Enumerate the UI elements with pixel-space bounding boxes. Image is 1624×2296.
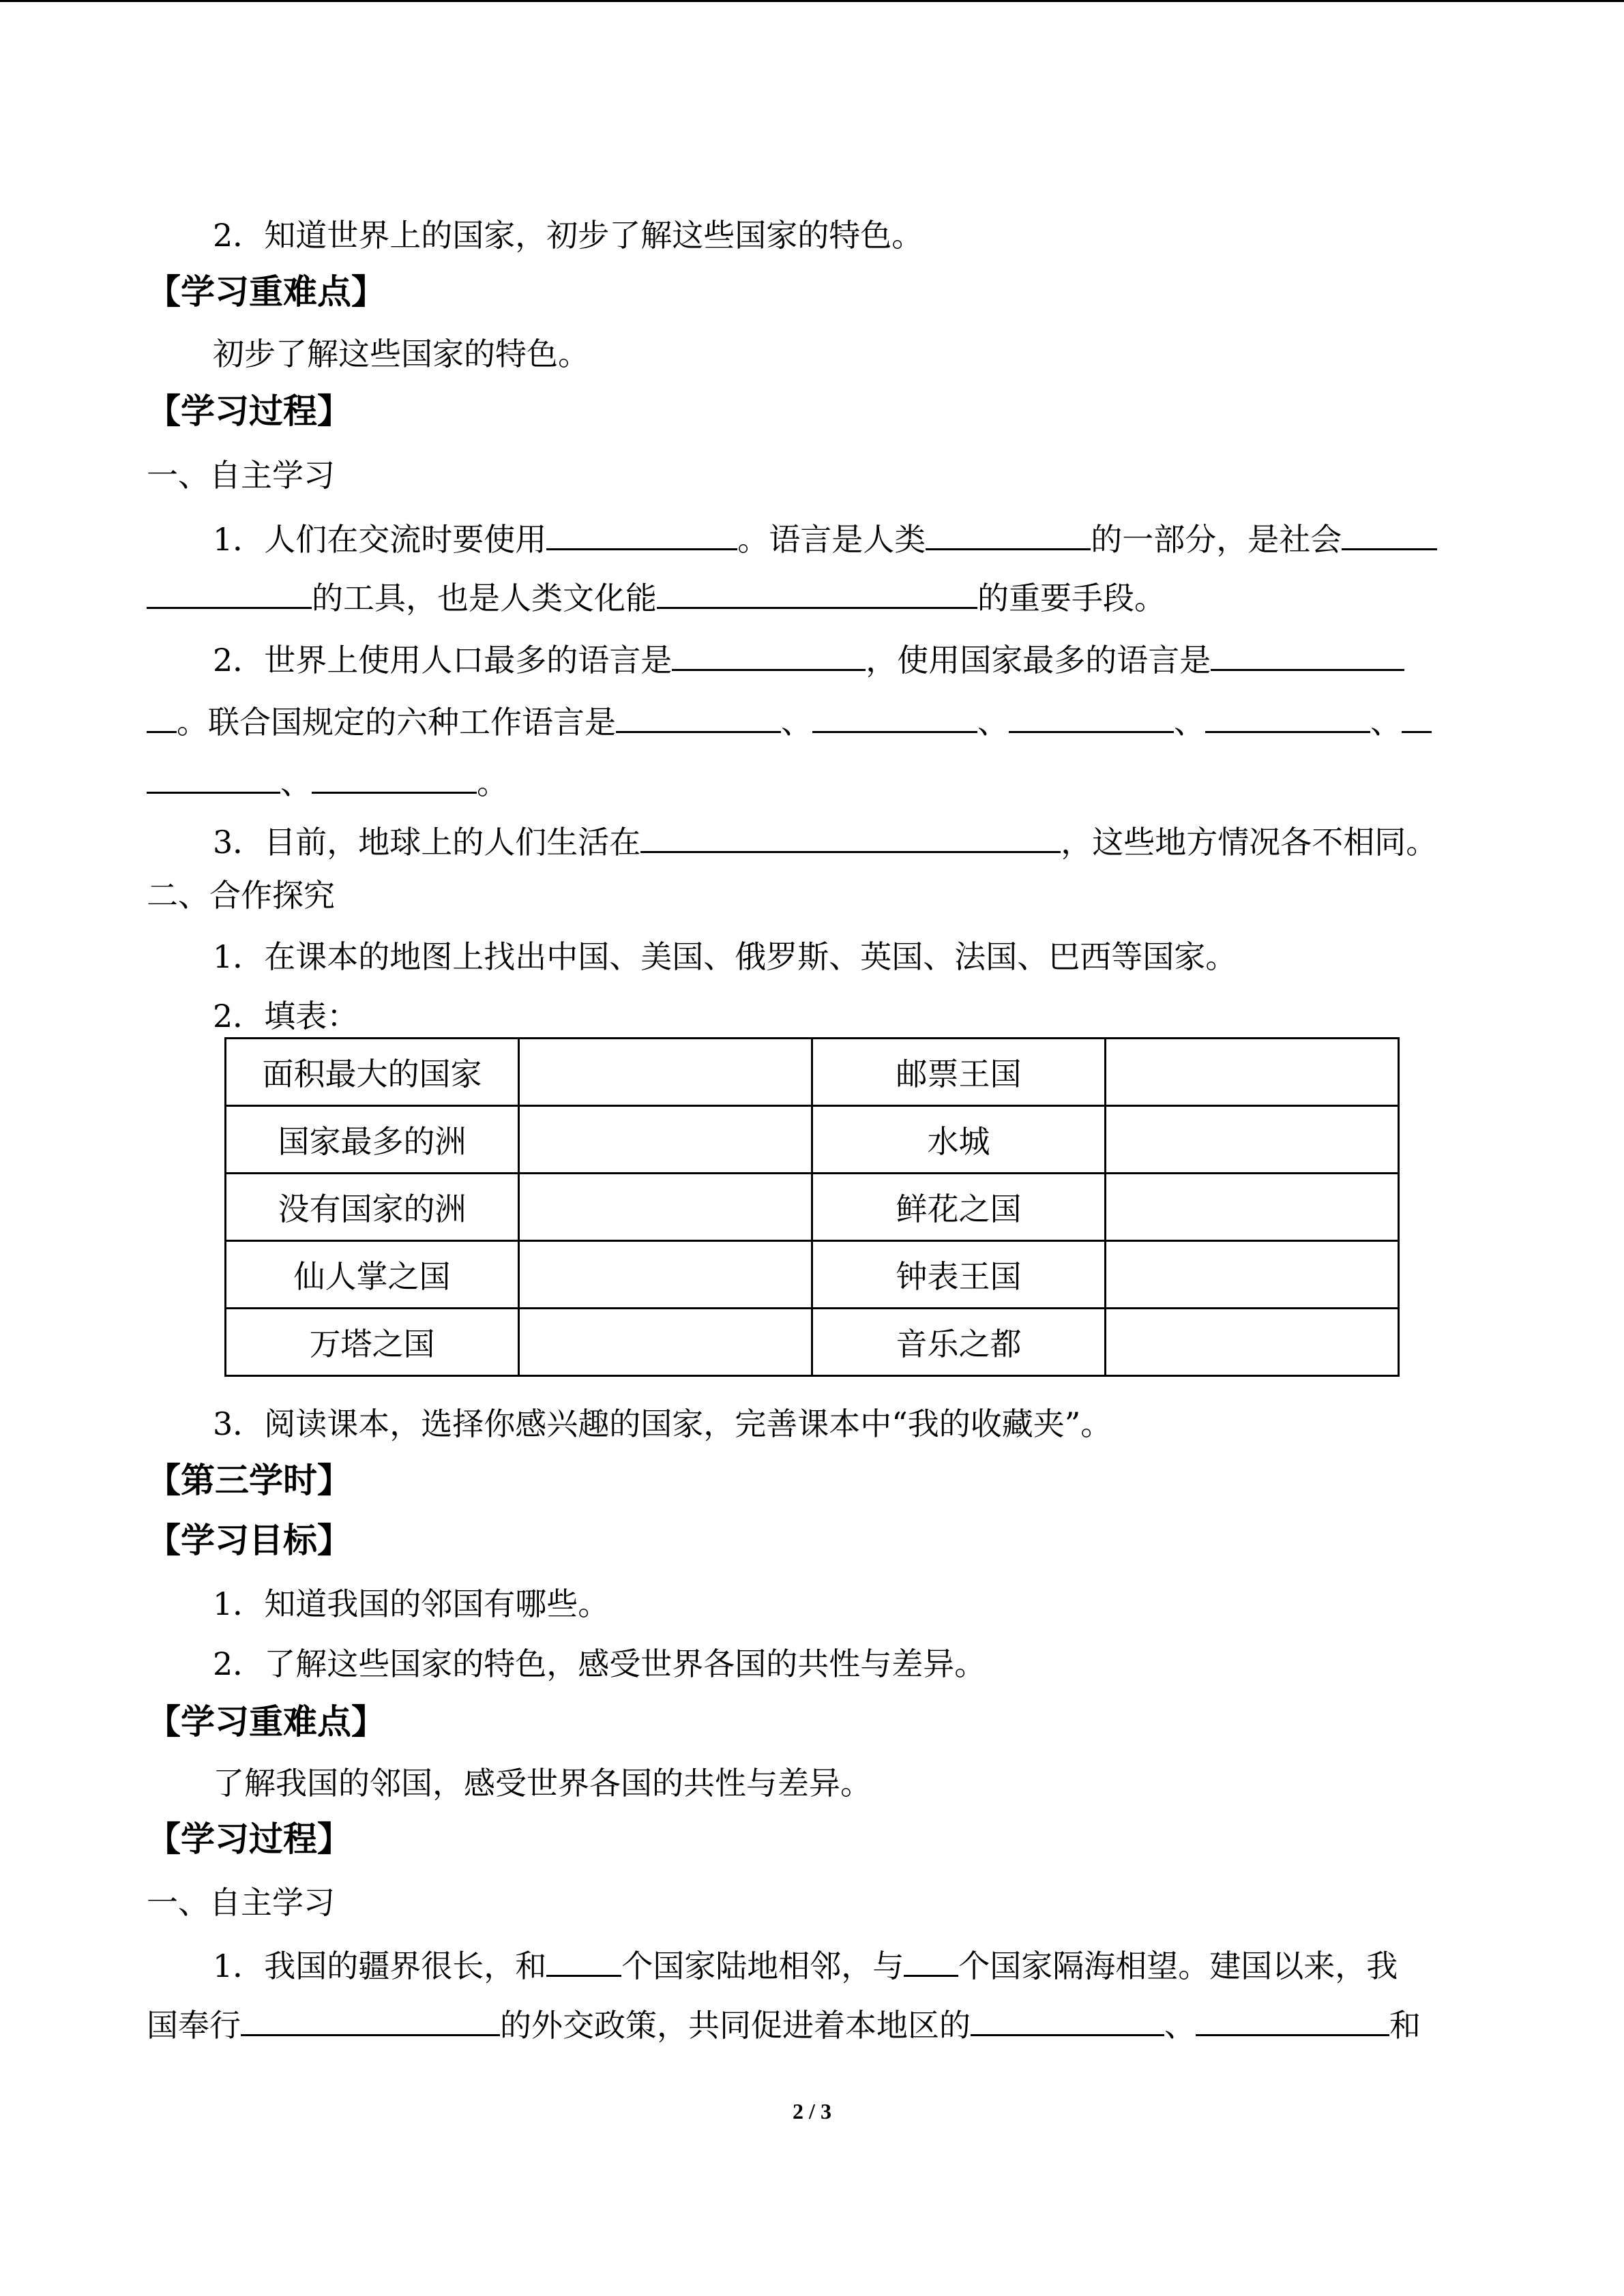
blank-13[interactable] — [640, 818, 1061, 853]
keypoint-text: 初步了解这些国家的特色。 — [213, 336, 589, 372]
blank-11-cont[interactable] — [147, 759, 280, 794]
table-row — [226, 1106, 1399, 1174]
blank-17[interactable] — [971, 2001, 1164, 2036]
question-1-line-1: 1．人们在交流时要使用 。语言是人类 的一部分，是社会 — [213, 516, 1437, 556]
process-heading-3: 【学习过程】 — [147, 1819, 351, 1859]
blank-4[interactable] — [657, 574, 977, 609]
blank-6-cont[interactable] — [147, 698, 177, 733]
table-answer-cell[interactable] — [519, 1106, 812, 1174]
goal-3-item-1: 1．知道我国的邻国有哪些。 — [213, 1585, 610, 1622]
blank-1[interactable] — [546, 516, 737, 550]
top-border-line — [0, 0, 1624, 2]
table-cell: 仙人掌之国 — [226, 1241, 519, 1309]
table-cell: 没有国家的洲 — [226, 1174, 519, 1241]
blank-2[interactable] — [926, 516, 1091, 550]
table-row — [226, 1309, 1399, 1376]
cooperation-heading: 二、合作探究 — [147, 877, 335, 914]
table-answer-cell[interactable] — [1106, 1309, 1399, 1376]
table-answer-cell[interactable] — [519, 1241, 812, 1309]
table-row — [226, 1241, 1399, 1309]
goal-heading: 【学习目标】 — [147, 1520, 351, 1560]
keypoint-heading-3: 【学习重难点】 — [147, 1701, 385, 1742]
goal-3-item-2: 2．了解这些国家的特色，感受世界各国的共性与差异。 — [213, 1645, 986, 1682]
table-row — [226, 1039, 1399, 1106]
question-2-line-1: 2．世界上使用人口最多的语言是 ，使用国家最多的语言是 — [213, 636, 1404, 677]
table-cell: 钟表王国 — [812, 1241, 1106, 1309]
blank-3-cont[interactable] — [147, 574, 312, 609]
lesson-3-question-1-line-2: 国奉行 的外交政策，共同促进着本地区的 、 和 — [147, 2001, 1421, 2042]
blank-14[interactable] — [546, 1942, 621, 1977]
table-cell: 水城 — [812, 1106, 1106, 1174]
self-study-heading: 一、自主学习 — [147, 457, 335, 494]
question-3: 3．目前，地球上的人们生活在 ，这些地方情况各不相同。 — [213, 818, 1437, 859]
table-answer-cell[interactable] — [1106, 1241, 1399, 1309]
cooperation-question-2: 2．填表： — [213, 998, 359, 1034]
page-number: 2 / 3 — [793, 2099, 831, 2123]
table-cell: 鲜花之国 — [812, 1174, 1106, 1241]
table-answer-cell[interactable] — [519, 1309, 812, 1376]
blank-16[interactable] — [241, 2001, 500, 2036]
country-feature-table — [224, 1037, 1400, 1377]
table-answer-cell[interactable] — [1106, 1106, 1399, 1174]
table-cell: 面积最大的国家 — [226, 1039, 519, 1106]
blank-7[interactable] — [616, 698, 781, 733]
blank-18[interactable] — [1196, 2001, 1389, 2036]
lesson-3-heading: 【第三学时】 — [147, 1460, 351, 1500]
blank-15[interactable] — [904, 1942, 958, 1977]
question-2-line-3: 、 。 — [147, 759, 508, 800]
table-answer-cell[interactable] — [1106, 1174, 1399, 1241]
blank-8[interactable] — [812, 698, 977, 733]
blank-5[interactable] — [672, 636, 866, 671]
blank-6[interactable] — [1211, 636, 1404, 671]
question-2-line-2: 。联合国规定的六种工作语言是 、 、 、 、 — [147, 698, 1432, 739]
blank-3[interactable] — [1342, 516, 1437, 550]
self-study-heading-3: 一、自主学习 — [147, 1884, 335, 1921]
process-heading: 【学习过程】 — [147, 391, 351, 431]
cooperation-question-1: 1．在课本的地图上找出中国、美国、俄罗斯、英国、法国、巴西等国家。 — [213, 938, 1237, 975]
lesson-3-question-1-line-1: 1．我国的疆界很长，和 个国家陆地相邻，与 个国家隔海相望。建国以来，我 — [213, 1942, 1398, 1983]
question-1-line-2: 的工具，也是人类文化能 的重要手段。 — [147, 574, 1166, 615]
table-cell: 国家最多的洲 — [226, 1106, 519, 1174]
keypoint-heading: 【学习重难点】 — [147, 271, 385, 312]
table-row — [226, 1174, 1399, 1241]
table-cell: 邮票王国 — [812, 1039, 1106, 1106]
blank-12[interactable] — [312, 759, 477, 794]
table-cell: 万塔之国 — [226, 1309, 519, 1376]
table-cell: 音乐之都 — [812, 1309, 1106, 1376]
keypoint-text-3: 了解我国的邻国，感受世界各国的共性与差异。 — [213, 1765, 872, 1802]
table-answer-cell[interactable] — [519, 1039, 812, 1106]
goal-item-2: 2．知道世界上的国家，初步了解这些国家的特色。 — [213, 217, 924, 254]
blank-11[interactable] — [1402, 698, 1432, 733]
table-answer-cell[interactable] — [1106, 1039, 1399, 1106]
blank-10[interactable] — [1205, 698, 1370, 733]
table-answer-cell[interactable] — [519, 1174, 812, 1241]
blank-9[interactable] — [1009, 698, 1174, 733]
cooperation-question-3: 3．阅读课本，选择你感兴趣的国家，完善课本中“我的收藏夹”。 — [213, 1405, 1112, 1442]
